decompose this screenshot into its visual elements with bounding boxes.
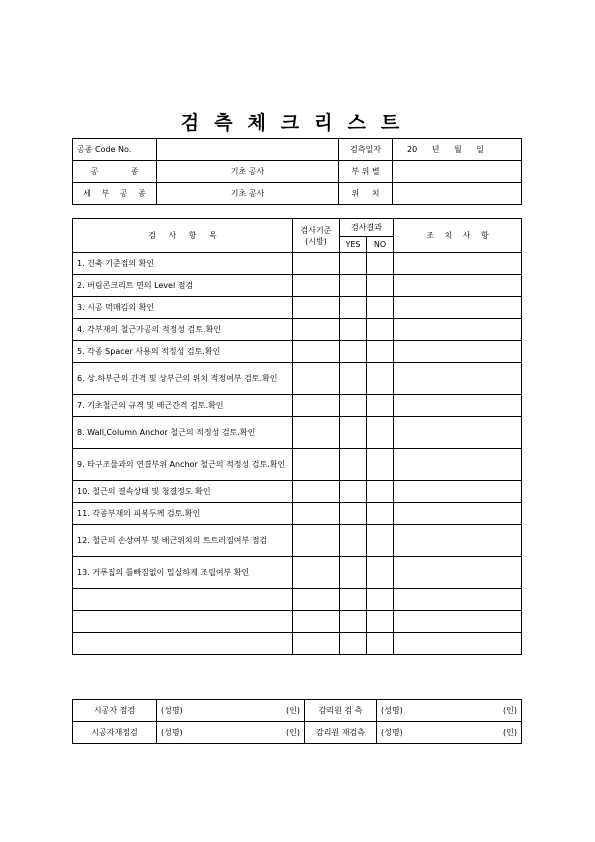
supervisor-label: 감리원 재검측 [305, 722, 377, 744]
checklist-yes-cell[interactable] [340, 503, 367, 525]
checklist-item-text [73, 611, 293, 633]
checklist-yes-cell[interactable] [340, 341, 367, 363]
table-row [73, 319, 522, 341]
checklist-action-cell[interactable] [394, 297, 522, 319]
table-row [73, 503, 522, 525]
table-row [73, 481, 522, 503]
checklist-action-cell[interactable] [394, 589, 522, 611]
header-standard-sub: (시방) [305, 236, 327, 246]
work-code-label: 공종 Code No. [73, 139, 157, 161]
checklist-yes-cell[interactable] [340, 525, 367, 557]
table-row [73, 297, 522, 319]
checklist-item-text: 13. 거푸집의 틀빠짐없이 밀실하게 조립여부 확인 [73, 557, 293, 589]
checklist-no-cell[interactable] [367, 253, 394, 275]
checklist-standard-cell[interactable] [293, 395, 340, 417]
checklist-action-cell[interactable] [394, 525, 522, 557]
checklist-action-cell[interactable] [394, 449, 522, 481]
signature-field[interactable] [377, 722, 522, 744]
checklist-standard-cell[interactable] [293, 341, 340, 363]
table-row [73, 557, 522, 589]
checklist-action-cell[interactable] [394, 481, 522, 503]
checklist-standard-cell[interactable] [293, 525, 340, 557]
checklist-no-cell[interactable] [367, 417, 394, 449]
checklist-no-cell[interactable] [367, 275, 394, 297]
name-label: (성명) [381, 728, 403, 737]
checklist-standard-cell[interactable] [293, 297, 340, 319]
seal-label: (인) [286, 706, 300, 715]
inspection-date-field[interactable]: 20 년 월 일 [393, 139, 522, 161]
checklist-action-cell[interactable] [394, 503, 522, 525]
work-type-field[interactable]: 기초 공사 [157, 161, 339, 183]
checklist-item-text: 5. 각종 Spacer 사용의 적정성 검토.확인 [73, 341, 293, 363]
seal-label: (인) [503, 706, 517, 715]
seal-label: (인) [503, 728, 517, 737]
checklist-item-text: 11. 각종부재의 피복두께 검토.확인 [73, 503, 293, 525]
checklist-yes-cell[interactable] [340, 275, 367, 297]
table-row [73, 417, 522, 449]
work-code-field[interactable] [157, 139, 339, 161]
checklist-yes-cell[interactable] [340, 363, 367, 395]
checklist-action-cell[interactable] [394, 633, 522, 655]
checklist-standard-cell[interactable] [293, 253, 340, 275]
checklist-no-cell[interactable] [367, 363, 394, 395]
checklist-no-cell[interactable] [367, 341, 394, 363]
checklist-item-text: 9. 타구조물과의 연결부위 Anchor 철근의 적정성 검토.확인 [73, 449, 293, 481]
checklist-yes-cell[interactable] [340, 449, 367, 481]
table-row [73, 395, 522, 417]
checklist-item-text: 8. Wall,Column Anchor 철근의 적정성 검토.확인 [73, 417, 293, 449]
checklist-standard-cell[interactable] [293, 557, 340, 589]
checklist-item-text: 1. 건축 기준점의 확인 [73, 253, 293, 275]
checklist-action-cell[interactable] [394, 417, 522, 449]
checklist-yes-cell[interactable] [340, 417, 367, 449]
part-field[interactable] [393, 161, 522, 183]
signature-field[interactable] [377, 700, 522, 722]
checklist-no-cell[interactable] [367, 297, 394, 319]
checklist-standard-cell[interactable] [293, 503, 340, 525]
header-item: 검 사 항 목 [73, 219, 293, 253]
supervisor-label: 감리원 검 측 [305, 700, 377, 722]
name-label: (성명) [161, 728, 183, 737]
info-table [72, 138, 522, 205]
checklist-item-text: 12. 철근의 손상여부 및 배근위치의 트트러짐여부 점검 [73, 525, 293, 557]
name-label: (성명) [381, 706, 403, 715]
table-row [73, 589, 522, 611]
checklist-action-cell[interactable] [394, 611, 522, 633]
checklist-standard-cell[interactable] [293, 319, 340, 341]
table-row [73, 363, 522, 395]
checklist-yes-cell[interactable] [340, 557, 367, 589]
checklist-item-text: 10. 철근의 결속상태 및 청결정도 확인 [73, 481, 293, 503]
name-label: (성명) [161, 706, 183, 715]
table-row [73, 341, 522, 363]
sub-work-label: 세 부 공 종 [73, 183, 157, 205]
checklist-yes-cell[interactable] [340, 253, 367, 275]
table-row [73, 253, 522, 275]
checklist-no-cell[interactable] [367, 611, 394, 633]
checklist-yes-cell[interactable] [340, 611, 367, 633]
checklist-standard-cell[interactable] [293, 611, 340, 633]
checklist-standard-cell[interactable] [293, 449, 340, 481]
header-action: 조 치 사 항 [394, 219, 522, 253]
checklist-action-cell[interactable] [394, 275, 522, 297]
checklist-no-cell[interactable] [367, 395, 394, 417]
table-row [73, 275, 522, 297]
checklist-action-cell[interactable] [394, 253, 522, 275]
checklist-yes-cell[interactable] [340, 633, 367, 655]
checklist-no-cell[interactable] [367, 525, 394, 557]
checklist-item-text: 3. 시공 먹매김의 확인 [73, 297, 293, 319]
signature-row [73, 700, 522, 722]
checklist-no-cell[interactable] [367, 633, 394, 655]
checklist-no-cell[interactable] [367, 589, 394, 611]
checklist-item-text: 6. 상.하부근의 간격 및 상부근의 위치 적정여부 검토.확인 [73, 363, 293, 395]
checklist-item-text [73, 589, 293, 611]
checklist-no-cell[interactable] [367, 481, 394, 503]
header-standard-label: 검사기준 [300, 225, 332, 235]
work-type-label: 공 종 [73, 161, 157, 183]
signer-label: 시공자 점검 [73, 700, 157, 722]
header-standard [293, 219, 340, 253]
checklist-no-cell[interactable] [367, 503, 394, 525]
checklist-yes-cell[interactable] [340, 297, 367, 319]
seal-label: (인) [286, 728, 300, 737]
signature-field[interactable] [157, 700, 305, 722]
signature-field[interactable] [157, 722, 305, 744]
checklist-standard-cell[interactable] [293, 417, 340, 449]
header-result: 검사결과 [340, 219, 394, 237]
checklist-yes-cell[interactable] [340, 589, 367, 611]
inspection-date-label: 검측일자 [339, 139, 393, 161]
checklist-item-text: 4. 각부재의 철근가공의 적정성 검토.확인 [73, 319, 293, 341]
checklist-table [72, 218, 522, 655]
checklist-standard-cell[interactable] [293, 633, 340, 655]
checklist-item-text: 2. 버림콘크리트 면의 Level 점검 [73, 275, 293, 297]
sub-work-field[interactable]: 기초 공사 [157, 183, 339, 205]
header-yes: YES [340, 237, 367, 253]
checklist-item-text: 7. 기초철근의 규격 및 배근간격 검토.확인 [73, 395, 293, 417]
checklist-standard-cell[interactable] [293, 481, 340, 503]
checklist-no-cell[interactable] [367, 557, 394, 589]
checklist-item-text [73, 633, 293, 655]
checklist-standard-cell[interactable] [293, 275, 340, 297]
checklist-yes-cell[interactable] [340, 319, 367, 341]
checklist-action-cell[interactable] [394, 557, 522, 589]
signer-label: 시공자재점검 [73, 722, 157, 744]
table-row [73, 525, 522, 557]
table-row [73, 449, 522, 481]
checklist-no-cell[interactable] [367, 319, 394, 341]
location-field[interactable] [393, 183, 522, 205]
checklist-action-cell[interactable] [394, 341, 522, 363]
checklist-action-cell[interactable] [394, 395, 522, 417]
page-title: 검측체크리스트 [180, 112, 415, 134]
checklist-action-cell[interactable] [394, 363, 522, 395]
signature-row [73, 722, 522, 744]
checklist-standard-cell[interactable] [293, 363, 340, 395]
checklist-action-cell[interactable] [394, 319, 522, 341]
table-row [73, 611, 522, 633]
checklist-standard-cell[interactable] [293, 589, 340, 611]
table-row [73, 633, 522, 655]
checklist-yes-cell[interactable] [340, 481, 367, 503]
checklist-yes-cell[interactable] [340, 395, 367, 417]
signature-table [72, 699, 522, 744]
location-label: 위 치 [339, 183, 393, 205]
checklist-no-cell[interactable] [367, 449, 394, 481]
part-label: 부 위 별 [339, 161, 393, 183]
header-no: NO [367, 237, 394, 253]
